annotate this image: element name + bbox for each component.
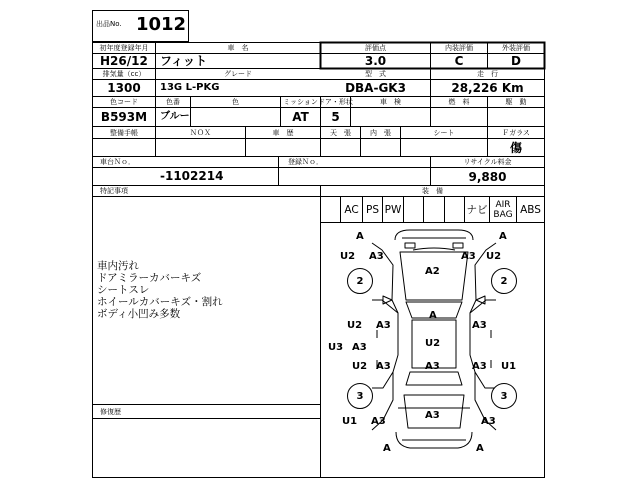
label-exterior: 外装評価: [502, 44, 530, 52]
doors-value: 5: [331, 110, 340, 124]
damage-mark: A3: [481, 416, 496, 427]
equip-cell: PS: [366, 203, 379, 216]
label-seat: シート: [433, 128, 455, 137]
remarks-list: [97, 260, 223, 320]
label-drive: 駆 動: [505, 98, 527, 106]
label-interior-trim: 内 張: [370, 128, 391, 137]
recycle-value: 9,880: [468, 169, 507, 184]
label-mileage: 走 行: [477, 70, 498, 78]
glass-value: 傷: [509, 141, 522, 155]
equip-cell: ABS: [520, 203, 541, 216]
damage-mark: A: [356, 231, 364, 242]
damage-mark: U1: [501, 361, 517, 372]
mission-value: AT: [292, 110, 309, 124]
label-recycle: リサイクル料金: [463, 158, 512, 166]
equip-cell: [445, 197, 464, 222]
damage-mark: A3: [461, 251, 476, 262]
damage-mark: A3: [425, 361, 440, 372]
color-code-value: B593M: [100, 110, 148, 124]
label-model: 型 式: [365, 70, 386, 78]
damage-mark: U2: [347, 320, 363, 331]
label-car-name: 車 名: [227, 44, 249, 52]
mileage-value: 28,226 Km: [451, 81, 524, 95]
damage-mark: A3: [376, 361, 391, 372]
lot-number-label: 出品No.: [96, 20, 122, 28]
label-remarks: 特記事項: [100, 187, 128, 195]
label-maintenance: 整備手帳: [110, 128, 138, 137]
reg-date-value: H26/12: [100, 54, 148, 68]
model-value: DBA-GK3: [345, 81, 406, 95]
label-nox: ＮＯＸ: [190, 128, 211, 137]
remark-line: ボディ小凹み多数: [97, 308, 181, 320]
damage-mark: A3: [371, 416, 386, 427]
grade-value: 13G L-PKG: [160, 82, 220, 93]
damage-mark: U2: [486, 251, 502, 262]
equip-cell: [424, 197, 444, 222]
label-inspection: 車 検: [380, 98, 401, 106]
label-equipment: 装 備: [422, 187, 443, 195]
label-displacement: 排気量（cc）: [102, 70, 146, 78]
label-glass: Ｆガラス: [502, 128, 530, 137]
damage-mark: A: [429, 310, 437, 321]
damage-mark: U2: [352, 361, 368, 372]
label-sunroof: 天 張: [330, 128, 351, 137]
wheel-rear-left: 3: [347, 383, 373, 409]
label-reg-no: 登録Ｎｏ．: [288, 158, 323, 166]
remark-line: ホイールカバーキズ・割れ: [97, 296, 223, 308]
car-name-value: フィット: [160, 54, 208, 68]
damage-mark: A: [383, 443, 391, 454]
damage-mark: U1: [342, 416, 358, 427]
remark-line: ドアミラーカバーキズ: [97, 272, 202, 284]
wheel-front-right: 2: [491, 268, 517, 294]
wheel-rear-right: 3: [491, 383, 517, 409]
label-interior: 内装評価: [445, 44, 473, 52]
label-grade: グレード: [224, 70, 252, 78]
label-color: 色: [232, 98, 239, 106]
equip-cell: AC: [344, 203, 359, 216]
label-chassis-no: 車台Ｎｏ．: [100, 158, 135, 166]
label-score: 評価点: [365, 44, 386, 52]
label-fuel: 燃 料: [448, 98, 470, 106]
damage-mark: A3: [425, 410, 440, 421]
damage-mark: A3: [352, 342, 367, 353]
equip-cell: AIR BAG: [493, 199, 513, 220]
label-doors: ドア・形状: [318, 98, 353, 106]
label-mission: ミッション: [283, 98, 318, 106]
label-history: 車 歴: [272, 128, 294, 137]
equip-cell: ナビ: [466, 204, 488, 216]
damage-mark: A3: [376, 320, 391, 331]
displacement-value: 1300: [107, 81, 141, 95]
damage-mark: U2: [425, 338, 441, 349]
damage-mark: A2: [425, 266, 440, 277]
damage-mark: A3: [472, 320, 487, 331]
remark-line: シートスレ: [97, 284, 150, 296]
equip-cell: [404, 197, 423, 222]
wheel-front-left: 2: [347, 268, 373, 294]
remark-line: 車内汚れ: [97, 260, 139, 272]
score-value: 3.0: [364, 54, 387, 68]
color-value: ブルー: [160, 111, 190, 122]
chassis-no-value: -1102214: [160, 169, 224, 183]
damage-mark: A3: [472, 361, 487, 372]
equip-cell: PW: [384, 203, 402, 216]
damage-mark: A: [476, 443, 484, 454]
exterior-value: D: [511, 54, 521, 68]
label-reg-date: 初年度登録年月: [99, 44, 149, 52]
label-color-code: 色コード: [110, 98, 138, 106]
label-repair: 修復歴: [100, 408, 121, 416]
lot-number: 1012: [135, 13, 187, 35]
damage-mark: A3: [369, 251, 384, 262]
interior-value: C: [454, 54, 464, 68]
damage-mark: A: [499, 231, 507, 242]
label-color-no: 色番: [166, 98, 180, 106]
damage-mark: U2: [340, 251, 356, 262]
damage-mark: U3: [328, 342, 344, 353]
